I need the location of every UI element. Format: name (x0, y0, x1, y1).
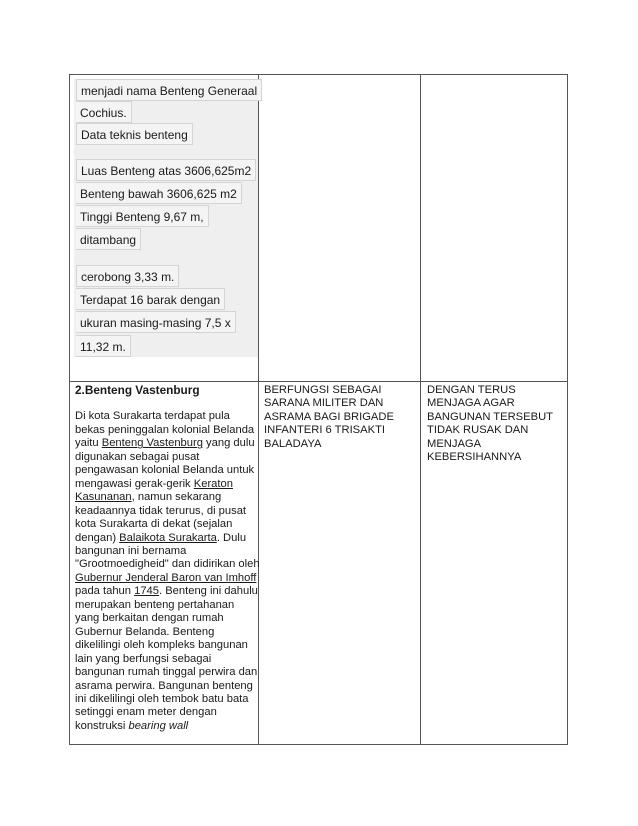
link-gubernur-jenderal[interactable]: Gubernur Jenderal Baron van Imhoff (75, 571, 257, 584)
text-chip: Data teknis benteng (76, 123, 193, 145)
text-chip: Luas Benteng atas 3606,625m2 (76, 159, 256, 181)
document-table (69, 74, 568, 745)
paragraph-text: pada tahun (75, 585, 135, 598)
paragraph-text: . Dulu bangunan ini bernama "Grootmoedigheid" dan didirikan oleh (75, 531, 260, 571)
text-chip: 11,32 m. (76, 335, 131, 357)
italic-term: bearing wall (128, 719, 189, 732)
benteng-description-cell (75, 384, 261, 733)
column-divider (420, 75, 421, 744)
text-chip: Terdapat 16 barak dengan (76, 288, 225, 310)
paragraph-text: , namun sekarang keadaannya tidak terurus, di pusat kota Surakarta di dekat (sejalan dengan) (75, 491, 247, 544)
paragraph-text: . Benteng ini dahulu merupakan benteng pertahanan yang berkaitan dengan rumah Gubernur Belanda. Benteng dikelilingi oleh kompleks bangunan lain yang berfungsi sebagai bangunan rumah tinggal perwira dan asrama perwira. Bangunan benteng ini dikelilingi oleh tembok batu bata setinggi enam meter dengan konstruksi (75, 585, 258, 732)
section-heading: 2.Benteng Vastenburg (75, 383, 200, 397)
paragraph-text: yang dulu digunakan sebagai pusat pengawasan kolonial Belanda untuk mengawasi gerak-gerik (75, 437, 255, 490)
text-chip: Cochius. (76, 101, 132, 123)
row-divider (70, 381, 567, 382)
paragraph-text: Di kota Surakarta terdapat pula bekas peninggalan kolonial Belanda yaitu (75, 410, 255, 450)
text-chip: cerobong 3,33 m. (76, 265, 179, 287)
link-benteng-vastenburg[interactable]: Benteng Vastenburg (101, 437, 203, 450)
text-chip: Benteng bawah 3606,625 m2 (76, 182, 242, 204)
text-chip: Tinggi Benteng 9,67 m, (76, 205, 209, 227)
link-balaikota-surakarta[interactable]: Balaikota Surakarta (119, 531, 217, 544)
description-paragraph (75, 410, 261, 733)
text-chip: menjadi nama Benteng Generaal (76, 79, 262, 101)
link-1745[interactable]: 1745 (134, 585, 159, 598)
text-chip: ditambang (76, 228, 141, 250)
fungsi-cell: BERFUNGSI SEBAGAI SARANA MILITER DAN ASRAMA BAGI BRIGADE INFANTERI 6 TRISAKTI BALADAYA (264, 384, 394, 450)
pelestarian-cell: DENGAN TERUS MENJAGA AGAR BANGUNAN TERSEBUT TIDAK RUSAK DAN MENJAGA KEBERSIHANNYA (427, 384, 553, 464)
link-keraton-kasunanan[interactable]: Keraton Kasunanan (75, 477, 233, 504)
text-chip: ukuran masing-masing 7,5 x (76, 311, 236, 333)
